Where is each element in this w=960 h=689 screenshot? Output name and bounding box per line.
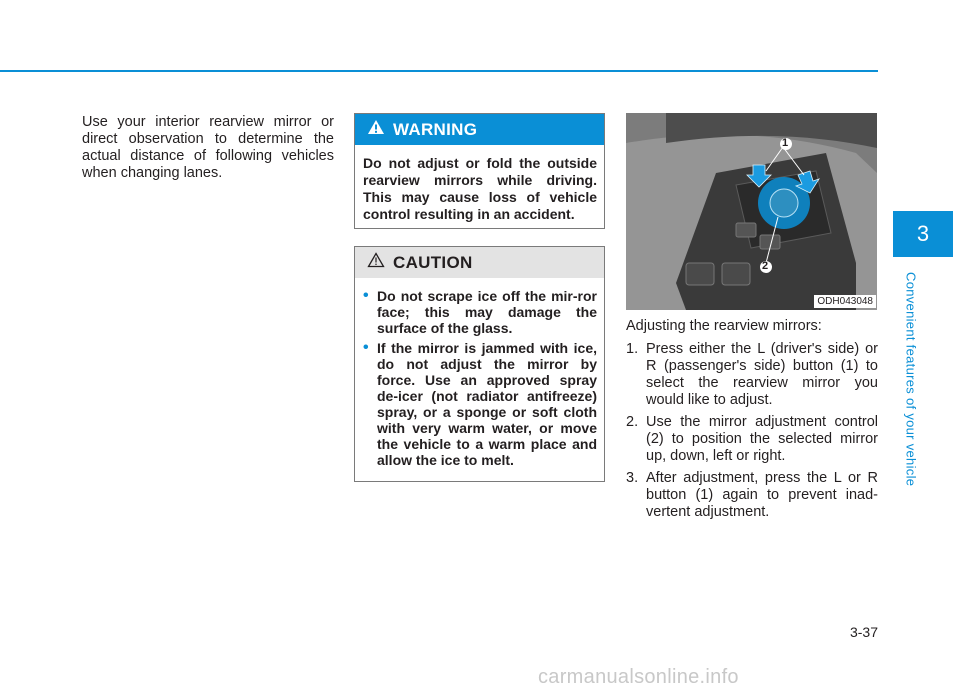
steps-list bbox=[626, 341, 878, 521]
warning-icon bbox=[367, 119, 385, 140]
steps-intro: Adjusting the rearview mirrors: bbox=[626, 318, 822, 334]
caution-header bbox=[355, 247, 604, 278]
chapter-number: 3 bbox=[916, 221, 930, 246]
chapter-tab bbox=[893, 211, 953, 257]
door-switch-photo bbox=[626, 113, 877, 310]
step-item: 1. Press either the L (driver's side) or R (passenger's side) button (1) to select the rearview mirror you would like to adjust. bbox=[626, 341, 878, 408]
left-column-text: Use your interior rearview mirror or direct observation to determine the actual distance of following vehicles when changing lanes. bbox=[82, 114, 334, 181]
chapter-label bbox=[898, 264, 924, 494]
caution-title: CAUTION bbox=[393, 252, 473, 272]
caution-item: • Do not scrape ice off the mir-ror face; this may damage the surface of the glass. bbox=[363, 287, 597, 336]
step-item: 3. After adjustment, press the L or R button (1) again to prevent inad-vertent adjustment. bbox=[626, 470, 878, 520]
warning-header bbox=[355, 114, 604, 145]
callout-2: 2 bbox=[762, 260, 769, 272]
warning-title: WARNING bbox=[393, 119, 478, 139]
caution-box bbox=[354, 246, 605, 482]
chapter-title: Convenient features of your vehicle bbox=[903, 271, 919, 487]
page-number: 3-37 bbox=[849, 624, 878, 640]
header-rule bbox=[0, 70, 878, 72]
figure-code: ODH043048 bbox=[814, 295, 876, 308]
door-panel-illustration bbox=[626, 113, 877, 310]
bullet-icon: • bbox=[363, 339, 369, 356]
caution-list bbox=[355, 278, 604, 468]
warning-text: Do not adjust or fold the outside rearview mirrors while driving. This may cause loss of vehicle control resulting in an accident. bbox=[363, 155, 597, 222]
bullet-icon: • bbox=[363, 287, 369, 304]
caution-icon bbox=[367, 252, 385, 273]
right-column bbox=[626, 318, 878, 526]
step-item: 2. Use the mirror adjustment control (2) to position the selected mirror up, down, left or right. bbox=[626, 414, 878, 464]
callout-1: 1 bbox=[782, 137, 789, 149]
caution-item: • If the mirror is jammed with ice, do not adjust the mirror by force. Use an approved spray de-icer (not radiator antifreeze) spray, or a sponge or soft cloth with very warm water, or move the vehicle to a warm place and allow the ice to melt. bbox=[363, 339, 597, 468]
warning-box bbox=[354, 113, 605, 229]
watermark: carmanualsonline.info bbox=[538, 666, 739, 688]
